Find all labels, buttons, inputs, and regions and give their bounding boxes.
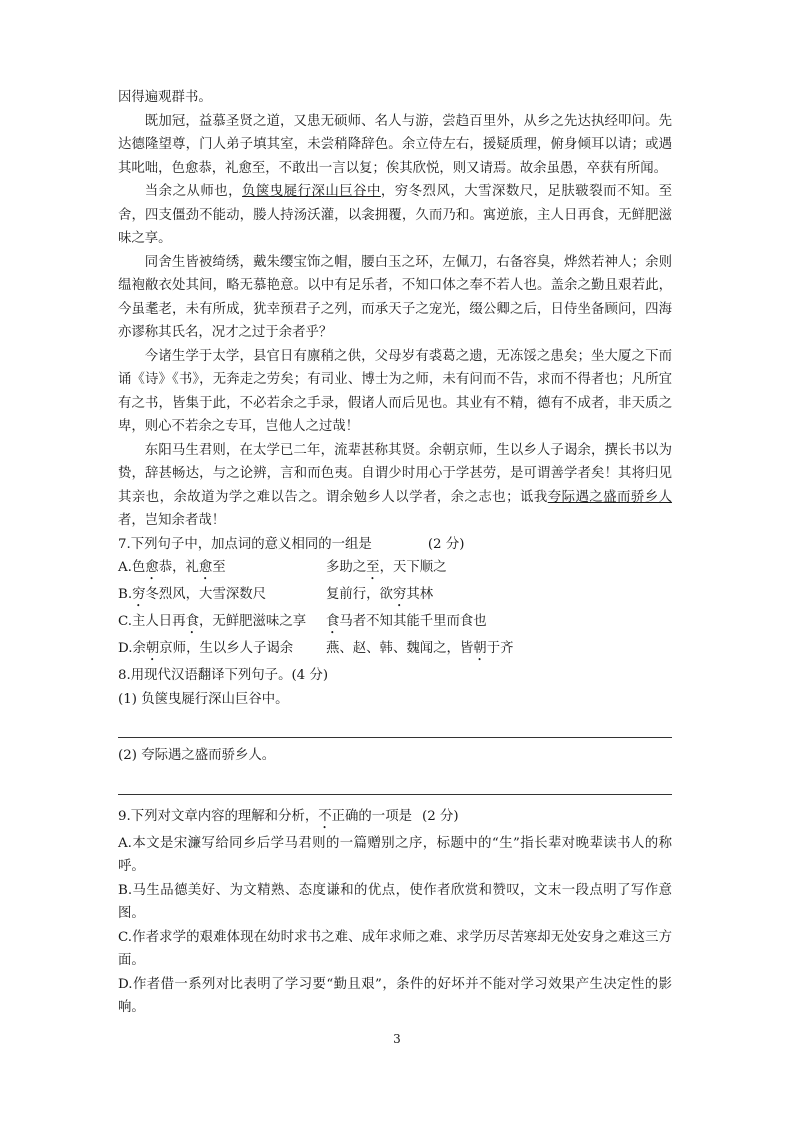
q7-option-left bbox=[118, 610, 326, 637]
option-text: 马者不知其能千里而食也 bbox=[339, 614, 487, 629]
option-text: 燕、赵、韩、魏闻之，皆 bbox=[326, 641, 474, 656]
option-text: 多助之 bbox=[326, 560, 367, 575]
q7-option-right bbox=[326, 556, 447, 583]
question-8-stem: 8.用现代汉语翻译下列句子。(4 分) bbox=[118, 668, 329, 683]
q7-option-d bbox=[118, 637, 672, 664]
answer-line-1[interactable] bbox=[118, 711, 672, 738]
underlined-sentence-2: 夸际遇之盛而骄乡人 bbox=[547, 489, 673, 505]
q9-score: (2 分) bbox=[421, 808, 459, 824]
answer-line-2[interactable] bbox=[118, 768, 672, 795]
q7-option-right bbox=[326, 610, 487, 637]
question-9-stem bbox=[118, 805, 672, 832]
question-8-sentence-1: (1) 负箧曳屣行深山巨谷中。 bbox=[118, 691, 289, 707]
option-text: ，无鲜肥滋味之享 bbox=[198, 614, 307, 629]
question-8-sentence-2: (2) 夸际遇之盛而骄乡人。 bbox=[118, 748, 276, 763]
passage-text: ，穷冬烈风，大雪深数尺，足肤皲裂而不知。至舍，四支僵劲不能动，媵人持汤沃灌，以衾拥覆，久而乃和。寓逆旅，主人日再食，无鲜肥滋味之享。 bbox=[118, 184, 673, 246]
option-text: ，天下顺之 bbox=[379, 560, 447, 575]
option-text: 京师，生以乡人子谒余 bbox=[159, 641, 294, 656]
dotted-word: 不 bbox=[318, 808, 332, 824]
dotted-word: 食 bbox=[326, 614, 340, 629]
q7-option-left bbox=[118, 583, 326, 610]
option-text: A.色 bbox=[118, 560, 146, 575]
passage-paragraph-3: 同舍生皆被绮绣，戴朱缨宝饰之帽，腰白玉之环，左佩刀，右备容臭，烨然若神人；余则缊袍敝衣处其间，略无慕艳意。以中有足乐者，不知口体之奉不若人也。盖余之勤且艰若此，今虽耄老，未有所成，犹幸预君子之列，而承天子之宠光，缀公卿之后，日侍坐备顾问，四海亦谬称其氏名，况才之过于余者乎？ bbox=[118, 254, 672, 340]
q9-stem-text: 9.下列对文章内容的理解和分析， bbox=[118, 808, 319, 824]
q7-option-left bbox=[118, 637, 326, 664]
q7-option-left bbox=[118, 556, 326, 583]
q7-option-a bbox=[118, 556, 672, 583]
option-text: 恭，礼 bbox=[158, 560, 199, 575]
passage-text: 东阳马生君则，在太学已二年，流辈甚称其贤。余朝京师，生以乡人子谒余，撰长书以为贽，辞甚畅达，与之论辨，言和而色夷。自谓少时用心于学甚劳，是可谓善学者矣！其将归见其亲也，余故道为学之难以告之。谓余勉乡人以学者，余之志也；诋我 bbox=[118, 442, 672, 505]
q7-stem-text: 7.下列句子中，加点词的意义相同的一组是 bbox=[118, 536, 372, 552]
passage-text: 者，岂知余者哉！ bbox=[118, 513, 226, 528]
dotted-word: 至 bbox=[366, 560, 380, 575]
q7-option-c bbox=[118, 610, 672, 637]
dotted-word: 食 bbox=[185, 614, 199, 629]
passage-paragraph-5 bbox=[118, 439, 672, 533]
passage-text: 当余之从师也， bbox=[144, 184, 243, 199]
dotted-word: 穷 bbox=[132, 587, 146, 602]
question-7-stem bbox=[118, 533, 672, 557]
q9-option-c: C.作者求学的艰难体现在幼时求书之难、成年求师之难、求学历尽苦寒却无处安身之难这三方面。 bbox=[118, 929, 672, 968]
option-text: D.余 bbox=[118, 641, 146, 656]
option-text: 其林 bbox=[406, 587, 434, 602]
option-text: B. bbox=[118, 587, 133, 602]
option-text: C.主人日再 bbox=[118, 614, 186, 629]
option-text: 冬烈风，大雪深数尺 bbox=[145, 587, 267, 602]
option-text: 至 bbox=[212, 560, 226, 575]
q9-stem-text: 正确的一项是 bbox=[331, 808, 412, 824]
passage-paragraph-2 bbox=[118, 180, 672, 251]
dotted-word: 愈 bbox=[145, 560, 159, 575]
dotted-word: 愈 bbox=[198, 560, 213, 575]
page-content bbox=[118, 86, 672, 1020]
page-number: 3 bbox=[393, 1032, 401, 1046]
dotted-word: 朝 bbox=[473, 641, 487, 656]
dotted-word: 穷 bbox=[392, 587, 407, 602]
passage-paragraph-0: 因得遍观群书。 bbox=[118, 90, 212, 105]
dotted-word: 朝 bbox=[145, 641, 160, 656]
q7-option-b bbox=[118, 583, 672, 610]
q7-score: (2 分) bbox=[427, 536, 465, 552]
q9-option-a: A.本文是宋濂写给同乡后学马君则的一篇赠别之序，标题中的“生”指长辈对晚辈读书人的称呼。 bbox=[118, 835, 672, 874]
q7-option-right bbox=[326, 637, 513, 664]
option-text: 于齐 bbox=[486, 641, 514, 656]
passage-paragraph-4: 今诸生学于太学，县官日有廪稍之供，父母岁有裘葛之遗，无冻馁之患矣；坐大厦之下而诵《诗》《书》，无奔走之劳矣；有司业、博士为之师，未有问而不告，求而不得者也；凡所宜有之书，皆集于此，不必若余之手录，假诸人而后见也。其业有不精，德有不成者，非天质之卑，则心不若余之专耳，岂他人之过哉！ bbox=[118, 348, 672, 434]
underlined-sentence-1: 负箧曳屣行深山巨谷中 bbox=[242, 184, 381, 199]
q9-option-d: D.作者借一系列对比表明了学习要“勤且艰”，条件的好坏并不能对学习效果产生决定性的影响。 bbox=[118, 976, 672, 1015]
q7-option-right bbox=[326, 583, 433, 610]
passage-paragraph-1: 既加冠，益慕圣贤之道，又患无硕师、名人与游，尝趋百里外，从乡之先达执经叩问。先达德隆望尊，门人弟子填其室，未尝稍降辞色。余立侍左右，援疑质理，俯身倾耳以请；或遇其叱咄，色愈恭，礼愈至，不敢出一言以复；俟其欣悦，则又请焉。故余虽愚，卒获有所闻。 bbox=[118, 113, 672, 176]
option-text: 复前行，欲 bbox=[326, 587, 393, 602]
q9-option-b: B.马生品德美好、为文精熟、态度谦和的优点，使作者欣赏和赞叹，文末一段点明了写作意图。 bbox=[118, 882, 672, 921]
